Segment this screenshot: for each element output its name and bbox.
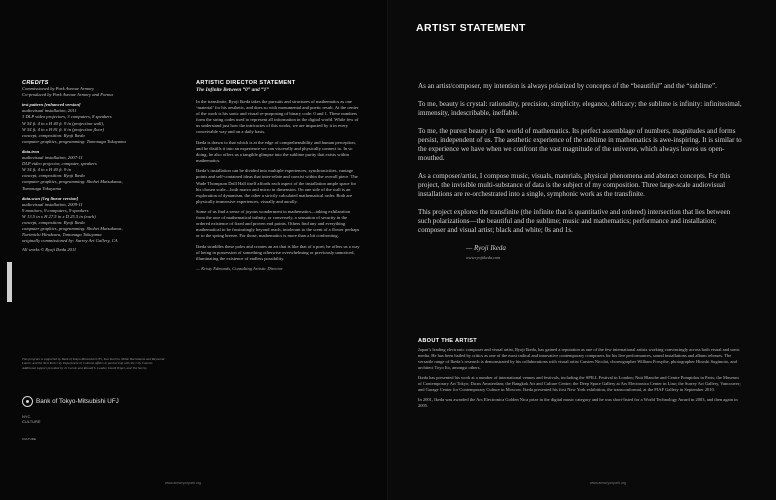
bank-logo-icon	[22, 396, 33, 407]
work-line: concept, composition: Ryoji Ikeda	[22, 173, 85, 179]
work-line: 9 monitors, 9 computers, 9 speakers	[22, 207, 89, 213]
work-title: data.scan [1eg linear version]	[22, 195, 79, 201]
ads-signature: — Kristy Edmunds, Consulting Artistic Director	[196, 266, 283, 272]
work-line: W 34 ft. 4 in x H 40 ft. 9 in	[22, 167, 71, 173]
work-line: Norimichi Hirakawa, Tomonaga Tokuyama	[22, 232, 102, 238]
work-line: computer graphics, programming: Shohei Matsukawa,	[22, 226, 123, 232]
artistic-director-statement	[196, 80, 360, 271]
about-the-artist	[418, 338, 743, 414]
ads-subtitle: The Infinite Between “0” and “1”	[196, 87, 269, 93]
about-paragraph: Japan’s leading electronic composer and visual artist, Ryoji Ikeda, has gained a reputation as one of the few international artists working convincingly across both visual and sonic media. He has been hailed by critics as one of the most radical and innovative contemporary composers for his live performances, sound installations and album releases. The versatile range of Ikeda’s research is demonstrated by his collaborations with visual artist Carsten Nicolai, choreographer William Forsythe, photographer Hiroshi Sugimoto, and architect Toyo Ito, amongst others.	[418, 347, 740, 370]
vertical-logo-mark	[6, 262, 13, 337]
credits-line: Co-produced by Park Avenue Armory and Forma	[22, 92, 113, 98]
left-footer-url: www.armoryonpark.org	[165, 481, 201, 485]
about-paragraph: In 2001, Ikeda was awarded the Ars Electronica Golden Nica prize in the digital music category and he was short-listed for a World Technology Award in 2003, and then again in 2005.	[418, 397, 738, 409]
work-line: concept, composition: Ryoji Ikeda	[22, 219, 85, 225]
about-heading: ABOUT THE ARTIST	[418, 338, 477, 344]
credits-heading: CREDITS	[22, 80, 49, 86]
statement-paragraph: As an artist/composer, my intention is always polarized by concepts of the “beautiful” and the “sublime”.	[418, 82, 717, 90]
sponsor-text: This program is supported by Bank of Tokyo-Mitsubishi UFJ, Ken Kuchin, Millie Buchsbaum and Raymond Laurie, and the New York City Department of Cultural Affairs in partnership with the City Council. Additional support provided by Jo Carole and Ronald S. Lauder, David Teiger, and The Surrey.	[22, 357, 165, 370]
statement-paragraph: This project explores the transfinite (the infinite that is quantitative and ordered) intersection that lies between such polarizations—the beautiful and the sublime; music and mathematics; performance and installation; composer and visual artist; black and white; 0s and 1s.	[418, 208, 731, 235]
ads-paragraph: Ikeda’s installation can be divided into multiple experiences, synchronicities, vantage points and self-contained ideas that inter-relate and coexist within the overall piece. The Wade Thompson Drill Hall itself affords each aspect of the installation ample space for his chosen scale—both macro and micro in dimension. On one side of the wall is an exploration of dynamism, the other a strictly calculated mathematical order. Both are physically immersive experiences, visually and aurally.	[196, 168, 358, 204]
logo-bar-icon	[7, 262, 12, 302]
ads-paragraph: Some of us find a sense of joyous wonderment in mathematics—taking exhilaration from the awe of mathematical infinity, or conversely, a sensation of security in the ordered existence of fixed and proven end points. Others find any and everything mathematical to be frustratingly beyond reach, intolerant to the scent of a flower perhaps or to the spring breeze. For those, mathematics is more than a bit confronting.	[196, 209, 360, 239]
artist-statement-title: ARTIST STATEMENT	[416, 22, 526, 34]
all-works-copyright: All works © Ryoji Ikeda 2011	[22, 247, 77, 253]
work-line: DLP video projector, computer, speakers	[22, 161, 97, 167]
credits-section	[22, 80, 172, 253]
right-footer-url: www.armoryonpark.org	[590, 481, 626, 485]
ads-paragraph: Ikeda is drawn to that which is at the edge of comprehensibility and human perception, and he distills it into an experience we can viscerally and physically connect to. In so doing, he also offers us a tangible glimpse into the sublime purity that exists within mathematics.	[196, 139, 356, 164]
statement-paragraph: As a composer/artist, I compose music, visuals, materials, physical phenomena and abstract concepts. For this project, the invisible multi-substance of data is the subject of my composition. Three large-scale audiovisual installations are re-orchestrated into a single, symphonic work as the transfinite.	[418, 171, 731, 199]
work-line: W 13.5 in x H 27.5 in x D 25.5 in (each)	[22, 213, 96, 219]
ads-paragraph: Ikeda straddles these poles and creates an art that is like that of a poet; he offers us a way of being in possession of something otherwise overwhelming or previously unnoticed, illuminating the existence of endless possibility.	[196, 243, 360, 261]
ads-heading: ARTISTIC DIRECTOR STATEMENT	[196, 80, 296, 86]
work-title: data.tron	[22, 148, 40, 154]
work-line: computer graphics, programming: Tomonaga Tokuyama	[22, 138, 126, 144]
statement-paragraph: To me, the purest beauty is the world of mathematics. Its perfect assemblage of numbers, magnitudes and forms persist, independent of us. The aesthetic experience of the sublime in mathematics is awe-inspiring. It is similar to the experience we have when we confront the vast magnitude of the universe, which always leaves us open-mouthed.	[418, 126, 742, 163]
right-page	[388, 0, 776, 500]
nyc-culture-logo: NYC CULTURE	[22, 414, 41, 424]
bank-name: Bank of Tokyo-Mitsubishi UFJ	[36, 398, 119, 405]
bank-sponsor	[22, 395, 182, 409]
work-line: computer graphics, programming: Shohei Matsukawa,	[22, 179, 123, 185]
work-title: test pattern [enhanced version]	[22, 102, 81, 108]
work-line: audiovisual installation, 2007-11	[22, 155, 83, 161]
ads-paragraph: In the transfinite, Ryoji Ikeda takes the pursuits and structures of mathematics as one ‘material’ for his aesthetic, and does so with monumental and poetic result. At the center of the work is his sonic and visual re-purposing of binary code: 0 and 1. These numbers form the string codes used to represent all information in the digital world. While few of us understand just how the intricacies of this works, we are impacted by it in every conceivable way and on a daily basis.	[196, 99, 359, 135]
work-line: concept, composition: Ryoji Ikeda	[22, 132, 85, 138]
statement-signature: — Ryoji Ikeda	[466, 244, 506, 253]
culture-logo: CULTURE	[22, 437, 36, 441]
artist-website: www.ryojiikeda.com	[466, 255, 501, 261]
statement-paragraph: To me, beauty is crystal: rationality, precision, simplicity, elegance, delicacy; the sublime is infinity: infinitesimal, immensity, indescribable, ineffable.	[418, 99, 742, 117]
work-line: Tomonaga Tokuyama	[22, 185, 62, 191]
artist-statement-body	[418, 82, 743, 260]
work-line: originally commissioned by: Surrey Art Gallery, CA	[22, 238, 118, 244]
work-line: audiovisual installation, 2011	[22, 108, 77, 114]
work-line: W 54 ft. 4 in x H 40 ft. 9 in (projection wall),	[22, 120, 105, 126]
work-line: W 54 ft. 4 in x H 81 ft. 6 in (projection floor)	[22, 126, 104, 132]
about-paragraph: Ikeda has presented his work at a number of international venues and festivals, including the SPILL Festival in London; Nuit Blanche and Centre Pompidou in Paris; the Museum of Contemporary Art Tokyo; Da:ns Amsterdam; the Bangkok Art and Culture Centre; the Deep Space Gallery at Ars Electronica Center in Linz; the Surrey Art Gallery, Vancouver; and Garage Center for Contemporary Culture in Moscow. Ikeda presented his first New York exhibition, the transconformal, at the FIAF Gallery in September 2010.	[418, 375, 741, 392]
work-line: audiovisual installation, 2009-11	[22, 201, 83, 207]
credits-line: Commissioned by Park Avenue Armory	[22, 86, 95, 92]
work-line: 3 DLP video projectors, 3 computers, 8 speakers	[22, 114, 112, 120]
